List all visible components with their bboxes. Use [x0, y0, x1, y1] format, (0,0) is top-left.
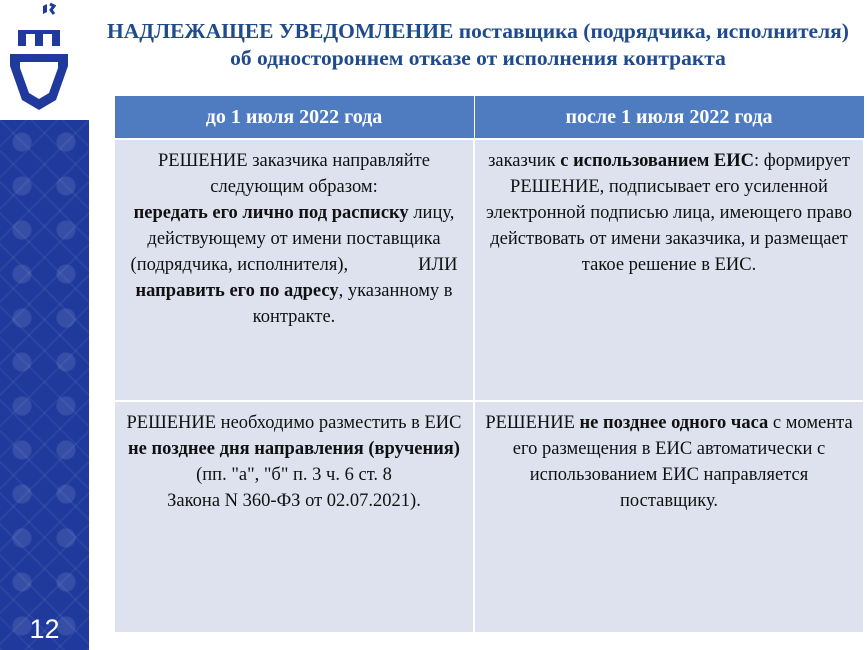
cell-text: (пп. "а", "б" п. 3 ч. 6 ст. 8 [196, 465, 392, 485]
cell-text: , указанному в контракте. [252, 281, 453, 327]
cell-text: РЕШЕНИЕ заказчика направляйте следующим образом: [158, 151, 430, 197]
header-before: до 1 июля 2022 года [114, 96, 474, 140]
title-rest: поставщика (подрядчика, исполнителя) об одностороннем отказе от исполнения контракта [230, 19, 849, 70]
cell-text-or: ИЛИ [418, 255, 458, 275]
cell-text-bold: не позднее одного часа [579, 413, 769, 433]
table-row [114, 401, 864, 633]
sidebar-decor [0, 120, 89, 650]
cell-after-notice [474, 139, 864, 401]
cell-text-bold: с использованием ЕИС [560, 151, 755, 171]
cell-text: Закона N 360-ФЗ от 02.07.2021). [167, 491, 421, 511]
cell-after-placement [474, 401, 864, 633]
emblem-logo-icon [6, 0, 72, 112]
cell-text: : формирует РЕШЕНИЕ, подписывает его усиленной электронной подписью лица, имеющего право действовать от имени заказчика, и размещает такое решение в ЕИС. [486, 151, 852, 275]
cell-text: лицу, действующему от имени поставщика (подрядчика, исполнителя), [130, 203, 455, 275]
cell-text-bold: не позднее дня направления (вручения) [128, 439, 460, 459]
comparison-table [113, 95, 865, 634]
cell-text: РЕШЕНИЕ необходимо разместить в ЕИС [126, 413, 462, 433]
table-row [114, 139, 864, 401]
cell-before-notice [114, 139, 474, 401]
cell-text-bold: передать его лично под расписку [133, 203, 409, 223]
title-bold: НАДЛЕЖАЩЕЕ УВЕДОМЛЕНИЕ [107, 19, 454, 43]
header-after: после 1 июля 2022 года [474, 96, 864, 140]
cell-text-bold: направить его по адресу [135, 281, 339, 301]
cell-text: РЕШЕНИЕ [485, 413, 580, 433]
cell-text: с момента его размещения в ЕИС автоматически с использованием ЕИС направляется поставщику. [512, 413, 853, 511]
page-title [104, 18, 852, 72]
table-header-row [114, 96, 864, 140]
page-number: 12 [29, 614, 60, 644]
cell-before-placement [114, 401, 474, 633]
cell-text: заказчик [488, 151, 561, 171]
